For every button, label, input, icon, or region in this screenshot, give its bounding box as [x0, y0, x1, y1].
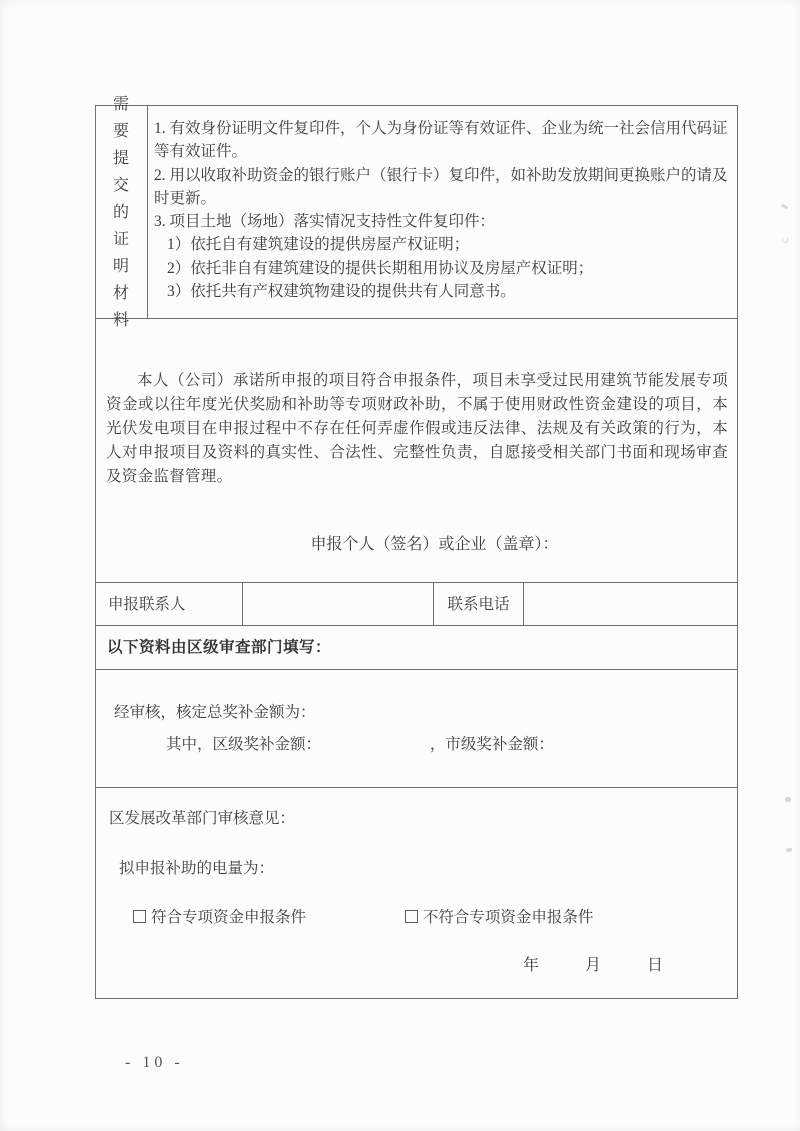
electricity-amount-label[interactable]: 拟申报补助的电量为： [119, 860, 275, 877]
date-line [96, 954, 737, 977]
scan-artifact [784, 796, 791, 802]
material-subitem-3: 3）依托共有产权建筑物建设的提供共有人同意书。 [167, 283, 516, 301]
scan-artifact [782, 238, 788, 243]
checkbox-qualified-label[interactable]: 符合专项资金申报条件 [151, 909, 307, 926]
signature-label[interactable]: 申报个人（签名）或企业（盖章）： [310, 536, 559, 553]
application-form-table [95, 95, 738, 999]
scan-artifact [786, 848, 793, 853]
declaration-paragraph: 本人（公司）承诺所申报的项目符合申报条件，项目未享受过民用建筑节能发展专项资金或以往年度光伏奖励和补助等专项财政补助，不属于使用财政性资金建设的项目，本光伏发电项目在申报过程中不存在任何弄虚作假或违反法律、法规及有关政策的行为，本人对申报项目及资料的真实性、合法性、完整性负责，自愿接受相关部门书面和现场审查及资金监督管理。 [106, 372, 728, 485]
verified-amount-row [96, 669, 737, 787]
checkbox-unqualified-icon[interactable] [405, 910, 418, 923]
contact-phone-label: 联系电话 [434, 583, 524, 625]
date-day-label[interactable]: 日 [647, 957, 664, 974]
materials-header-label: 需要提交的证明材料 [112, 95, 130, 329]
review-section-row [96, 625, 737, 669]
materials-list-cell [148, 106, 737, 318]
material-item-1: 1. 有效身份证明文件复印件，个人为身份证等有效证件、企业为统一社会信用代码证等有效证件。 [154, 120, 728, 161]
department-opinion-row [96, 787, 737, 998]
checkbox-qualified-icon[interactable] [133, 910, 146, 923]
materials-row [96, 95, 737, 329]
checkbox-unqualified-label[interactable]: 不符合专项资金申报条件 [422, 909, 594, 926]
contact-phone-input-cell[interactable] [524, 583, 737, 625]
contact-row [96, 582, 737, 625]
material-subitem-2: 2）依托非自有建筑建设的提供长期租用协议及房屋产权证明； [167, 259, 594, 277]
material-subitem-1: 1）依托自有建筑建设的提供房屋产权证明； [167, 236, 470, 254]
opinion-checkboxes [96, 906, 737, 929]
opinion-title: 区发展改革部门审核意见： [109, 810, 296, 827]
page-number: - 10 - [125, 1054, 184, 1071]
material-item-3: 3. 项目土地（场地）落实情况支持性文件复印件： [154, 213, 496, 231]
scan-artifact [781, 204, 789, 210]
declaration-row [96, 318, 737, 582]
total-amount-label[interactable]: 经审核，核定总奖补金额为： [114, 704, 316, 721]
contact-name-label: 申报联系人 [96, 583, 243, 625]
date-year-label[interactable]: 年 [523, 957, 540, 974]
review-section-header: 以下资料由区级审查部门填写： [107, 639, 332, 656]
contact-name-input-cell[interactable] [243, 583, 434, 625]
materials-header-cell [96, 95, 148, 329]
split-amount-line [96, 729, 737, 761]
city-amount-label[interactable]: ，市级奖补金额： [429, 736, 554, 753]
district-amount-label[interactable]: 其中，区级奖补金额： [166, 736, 322, 753]
material-item-2: 2. 用以收取补助资金的银行账户（银行卡）复印件，如补助发放期间更换账户的请及时更新。 [154, 166, 728, 207]
date-month-label[interactable]: 月 [585, 957, 602, 974]
